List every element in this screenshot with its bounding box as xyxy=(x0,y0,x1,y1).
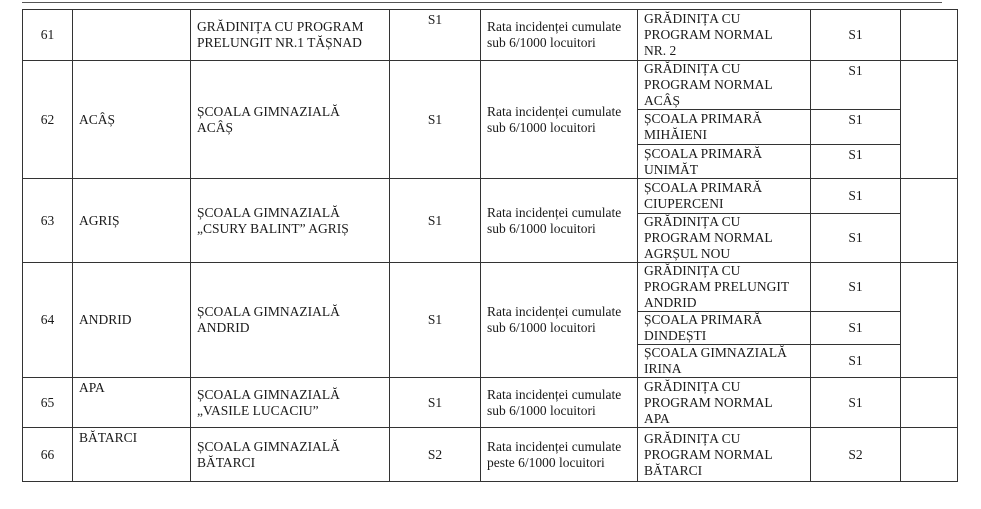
subunit-scenario: S1 xyxy=(811,145,901,179)
row-number: 64 xyxy=(23,263,73,378)
subunit-scenario: S1 xyxy=(811,345,901,378)
subunit-name: ȘCOALA PRIMARĂ UNIMĂT xyxy=(638,145,811,179)
table-row xyxy=(23,378,958,428)
table-row xyxy=(23,263,958,312)
empty-cell xyxy=(901,428,958,482)
subunit-name: GRĂDINIȚA CU PROGRAM NORMAL NR. 2 xyxy=(638,10,811,61)
subunit-scenario: S1 xyxy=(811,378,901,428)
schools-table xyxy=(22,9,958,482)
row-number: 63 xyxy=(23,179,73,263)
table-row xyxy=(23,10,958,61)
subunit-name: ȘCOALA GIMNAZIALĂ IRINA xyxy=(638,345,811,378)
empty-cell xyxy=(901,61,958,179)
incidence-rate: Rata incidenței cumulate sub 6/1000 locuitori xyxy=(481,10,638,61)
empty-cell xyxy=(901,263,958,378)
empty-cell xyxy=(901,10,958,61)
row-number: 62 xyxy=(23,61,73,179)
subunit-scenario: S2 xyxy=(811,428,901,482)
subunit-scenario: S1 xyxy=(811,214,901,263)
subunit-name: GRĂDINIȚA CU PROGRAM NORMAL APA xyxy=(638,378,811,428)
subunit-scenario: S1 xyxy=(811,312,901,345)
subunit-scenario: S1 xyxy=(811,263,901,312)
locality: ACÂȘ xyxy=(73,61,191,179)
scenario: S1 xyxy=(390,61,481,179)
incidence-rate: Rata incidenței cumulate peste 6/1000 locuitori xyxy=(481,428,638,482)
subunit-scenario: S1 xyxy=(811,10,901,61)
incidence-rate: Rata incidenței cumulate sub 6/1000 locuitori xyxy=(481,179,638,263)
subunit-name: ȘCOALA PRIMARĂ DINDEȘTI xyxy=(638,312,811,345)
scenario: S1 xyxy=(390,378,481,428)
locality: AGRIȘ xyxy=(73,179,191,263)
scenario: S1 xyxy=(390,10,481,61)
empty-cell xyxy=(901,179,958,263)
incidence-rate: Rata incidenței cumulate sub 6/1000 locuitori xyxy=(481,61,638,179)
subunit-name: GRĂDINIȚA CU PROGRAM PRELUNGIT ANDRID xyxy=(638,263,811,312)
school-name: ȘCOALA GIMNAZIALĂ BĂTARCI xyxy=(191,428,390,482)
table-row xyxy=(23,428,958,482)
subunit-scenario: S1 xyxy=(811,61,901,110)
subunit-scenario: S1 xyxy=(811,110,901,145)
incidence-rate: Rata incidenței cumulate sub 6/1000 locuitori xyxy=(481,263,638,378)
row-number: 61 xyxy=(23,10,73,61)
row-number: 65 xyxy=(23,378,73,428)
school-name: ȘCOALA GIMNAZIALĂ „VASILE LUCACIU” xyxy=(191,378,390,428)
school-name: ȘCOALA GIMNAZIALĂ ACÂȘ xyxy=(191,61,390,179)
school-name: GRĂDINIȚA CU PROGRAM PRELUNGIT NR.1 TĂȘNAD xyxy=(191,10,390,61)
subunit-name: GRĂDINIȚA CU PROGRAM NORMAL BĂTARCI xyxy=(638,428,811,482)
scenario: S1 xyxy=(390,179,481,263)
subunit-name: GRĂDINIȚA CU PROGRAM NORMAL ACÂȘ xyxy=(638,61,811,110)
locality: BĂTARCI xyxy=(73,428,191,482)
empty-cell xyxy=(901,378,958,428)
subunit-name: ȘCOALA PRIMARĂ CIUPERCENI xyxy=(638,179,811,214)
table-row xyxy=(23,179,958,214)
subunit-name: GRĂDINIȚA CU PROGRAM NORMAL AGRȘUL NOU xyxy=(638,214,811,263)
subunit-scenario: S1 xyxy=(811,179,901,214)
row-number: 66 xyxy=(23,428,73,482)
scenario: S2 xyxy=(390,428,481,482)
locality: ANDRID xyxy=(73,263,191,378)
school-name: ȘCOALA GIMNAZIALĂ ANDRID xyxy=(191,263,390,378)
school-name: ȘCOALA GIMNAZIALĂ „CSURY BALINT” AGRIȘ xyxy=(191,179,390,263)
top-rule xyxy=(22,2,942,3)
locality xyxy=(73,10,191,61)
incidence-rate: Rata incidenței cumulate sub 6/1000 locuitori xyxy=(481,378,638,428)
scenario: S1 xyxy=(390,263,481,378)
locality: APA xyxy=(73,378,191,428)
subunit-name: ȘCOALA PRIMARĂ MIHĂIENI xyxy=(638,110,811,145)
table-row xyxy=(23,61,958,110)
